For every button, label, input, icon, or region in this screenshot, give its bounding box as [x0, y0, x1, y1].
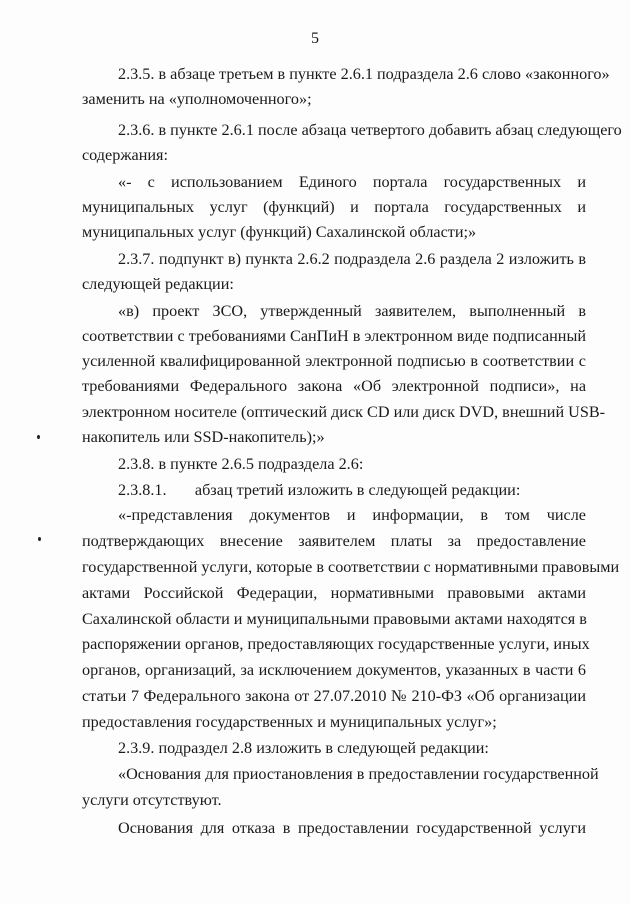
text-line: заменить на «уполномоченного»;: [82, 90, 312, 108]
text-line: 2.3.7. подпункт в) пункта 2.6.2 подраздела 2.6 раздела 2 изложить в: [118, 250, 586, 268]
text-line: «-представления документов и информации, в том числе: [118, 506, 586, 524]
text-line: 2.3.6. в пункте 2.6.1 после абзаца четвертого добавить абзац следующего: [118, 121, 622, 139]
text-line: накопитель или SSD-накопитель);»: [82, 428, 325, 446]
text-line: актами Российской Федерации, нормативными правовыми актами: [82, 584, 586, 602]
text-line: соответствии с требованиями СанПиН в электронном виде подписанный: [82, 327, 586, 345]
text-line: содержания:: [82, 146, 168, 164]
text-line: государственной услуги, которые в соответствии с нормативными правовыми: [82, 558, 620, 576]
text-line: подтверждающих внесение заявителем платы за предоставление: [82, 532, 586, 550]
text-line: Основания для отказа в предоставлении государственной услуги: [118, 819, 586, 837]
text-line: распоряжении органов, предоставляющих государственные услуги, иных: [82, 635, 590, 653]
text-line: 2.3.5. в абзаце третьем в пункте 2.6.1 подраздела 2.6 слово «законного»: [118, 65, 610, 83]
text-line: 2.3.8. в пункте 2.6.5 подраздела 2.6:: [118, 455, 364, 473]
text-line: усиленной квалифицированной электронной подписью в соответствии с: [82, 352, 586, 370]
text-line: предоставления государственных и муниципальных услуг»;: [82, 713, 497, 731]
text-line: муниципальных услуг (функций) Сахалинской области;»: [82, 223, 477, 241]
text-line: «- с использованием Единого портала государственных и: [118, 173, 586, 191]
text-line: следующей редакции:: [82, 275, 234, 293]
text-line: органов, организаций, за исключением документов, указанных в части 6: [82, 661, 586, 679]
text-line: 2.3.9. подраздел 2.8 изложить в следующей редакции:: [118, 739, 489, 757]
text-line: статьи 7 Федерального закона от 27.07.2010 № 210-ФЗ «Об организации: [82, 687, 586, 705]
text-line: требованиями Федерального закона «Об электронной подписи», на: [82, 377, 586, 395]
page-number: 5: [311, 30, 319, 47]
scan-speck: [38, 537, 41, 541]
text-line: 2.3.8.1. абзац третий изложить в следующей редакции:: [118, 481, 521, 499]
text-line: Сахалинской области и муниципальными правовыми актами находятся в: [82, 610, 587, 628]
text-line: «в) проект ЗСО, утвержденный заявителем, выполненный в: [118, 302, 586, 320]
scan-speck: [37, 435, 40, 439]
text-line: муниципальных услуг (функций) и портала государственных и: [82, 198, 586, 216]
text-line: «Основания для приостановления в предоставлении государственной: [118, 765, 599, 783]
text-line: электронном носителе (оптический диск CD или диск DVD, внешний USB-: [82, 403, 606, 421]
text-line: услуги отсутствуют.: [82, 791, 222, 809]
